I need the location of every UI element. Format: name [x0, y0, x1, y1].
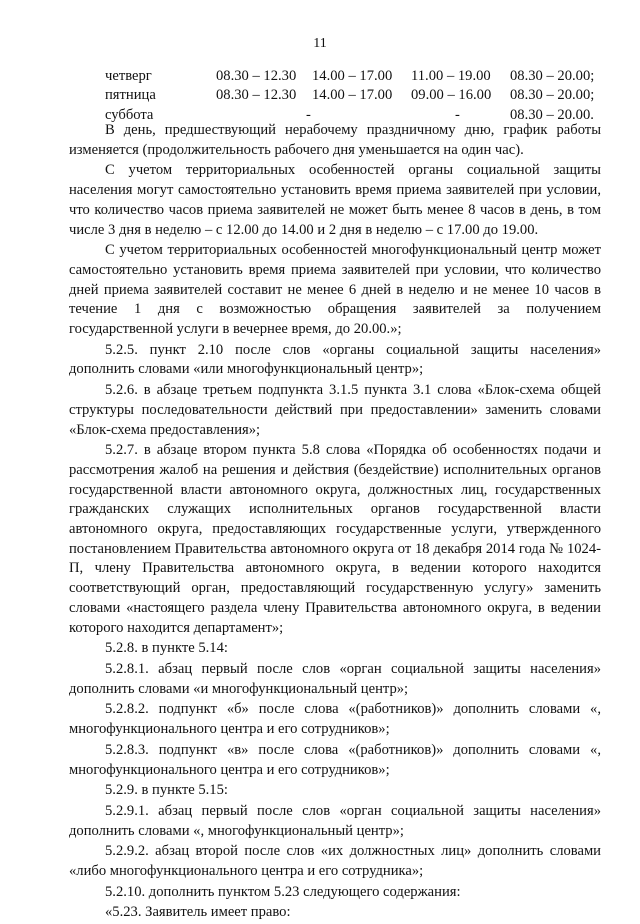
paragraph-holiday-schedule: В день, предшествующий нерабочему праздничному дню, график работы изменяется (продолжительность рабочего дня уменьшается на один час). [69, 122, 601, 158]
paragraph-5-2-10: 5.2.10. дополнить пунктом 5.23 следующего содержания: [105, 883, 461, 900]
paragraph-5-2-8-3: 5.2.8.3. подпункт «в» после слова «(работников)» дополнить словами «, многофункционального центра и его сотрудников»; [69, 741, 601, 778]
schedule-table [100, 67, 605, 125]
schedule-time-4: 08.30 – 20.00; [510, 68, 595, 84]
paragraph-5-2-7: 5.2.7. в абзаце втором пункта 5.8 слова «Порядка об особенностях подачи и рассмотрения жалоб на решения и действия (бездействие) исполнительных органов государственной власти автономного округа, должностных лиц, государственных гражданских служащих исполнительных органов государственной власти автономного округа, предоставляющих государственные услуги, утвержденного постановлением Правительства автономного округа от 18 декабря 2014 года № 1024-П, члену Правительства автономного округа, в ведении которого находится соответствующий орган, предоставляющий государственную услугу» заменить словами «настоящего раздела члену Правительства автономного округа, в ведении которого находится департамент»; [69, 442, 601, 636]
paragraph-social-protection-hours: С учетом территориальных особенностей органы социальной защиты населения могут самостоятельно установить время приема заявителей при условии, что количество часов приема заявителей не может быть менее 8 часов в день, в том числе 3 дня в неделю – с 12.00 до 14.00 и 2 дня в неделю – с 17.00 до 19.00. [69, 162, 601, 238]
schedule-time-4: 08.30 – 20.00. [510, 106, 594, 123]
schedule-time-1: 08.30 – 12.30 [216, 87, 297, 104]
paragraph-5-23: «5.23. Заявитель имеет право: [105, 904, 291, 921]
schedule-time-1: - [306, 106, 311, 123]
schedule-day: пятница [105, 87, 156, 104]
paragraph-5-2-8: 5.2.8. в пункте 5.14: [105, 640, 228, 657]
schedule-time-1: 08.30 – 12.30 [216, 68, 297, 84]
paragraph-5-2-8-1: 5.2.8.1. абзац первый после слов «орган социальной защиты населения» дополнить словами «и многофункциональный центр»; [69, 660, 601, 697]
paragraph-5-2-9: 5.2.9. в пункте 5.15: [105, 782, 228, 799]
paragraph-5-2-9-2: 5.2.9.2. абзац второй после слов «их должностных лиц» дополнить словами «либо многофункционального центра и его сотрудника»; [69, 843, 601, 880]
document-body [69, 121, 601, 924]
paragraph-5-2-5: 5.2.5. пункт 2.10 после слов «органы социальной защиты населения» дополнить словами «или многофункциональный центр»; [69, 341, 601, 378]
page-number: 11 [313, 36, 327, 51]
schedule-time-3: 11.00 – 19.00 [411, 68, 491, 84]
schedule-time-3: - [455, 106, 460, 123]
paragraph-5-2-9-1: 5.2.9.1. абзац первый после слов «орган социальной защиты населения» дополнить словами «, многофункциональный центр»; [69, 802, 601, 839]
schedule-time-4: 08.30 – 20.00; [510, 87, 595, 104]
schedule-day: суббота [105, 106, 154, 123]
schedule-day: четверг [105, 68, 152, 84]
paragraph-5-2-6: 5.2.6. в абзаце третьем подпункта 3.1.5 пункта 3.1 слова «Блок-схема общей структуры последовательности действий при предоставлении» заменить словами «Блок-схема предоставления»; [69, 382, 601, 438]
schedule-row-thursday [100, 67, 605, 86]
schedule-time-3: 09.00 – 16.00 [411, 87, 492, 104]
paragraph-5-2-8-2: 5.2.8.2. подпункт «б» после слова «(работников)» дополнить словами «, многофункционального центра и его сотрудников»; [69, 701, 601, 738]
paragraph-mfc-hours: С учетом территориальных особенностей многофункциональный центр может самостоятельно установить время приема заявителей при условии, что количество дней приема заявителей составит не менее 6 дней в неделю и не менее 10 часов в течение 1 дня с возможностью обращения заявителей за получением государственной услуги в вечернее время, до 20.00.»; [69, 242, 601, 338]
schedule-time-2: 14.00 – 17.00 [312, 87, 393, 104]
schedule-time-2: 14.00 – 17.00 [312, 68, 393, 84]
schedule-row-friday [100, 86, 605, 105]
